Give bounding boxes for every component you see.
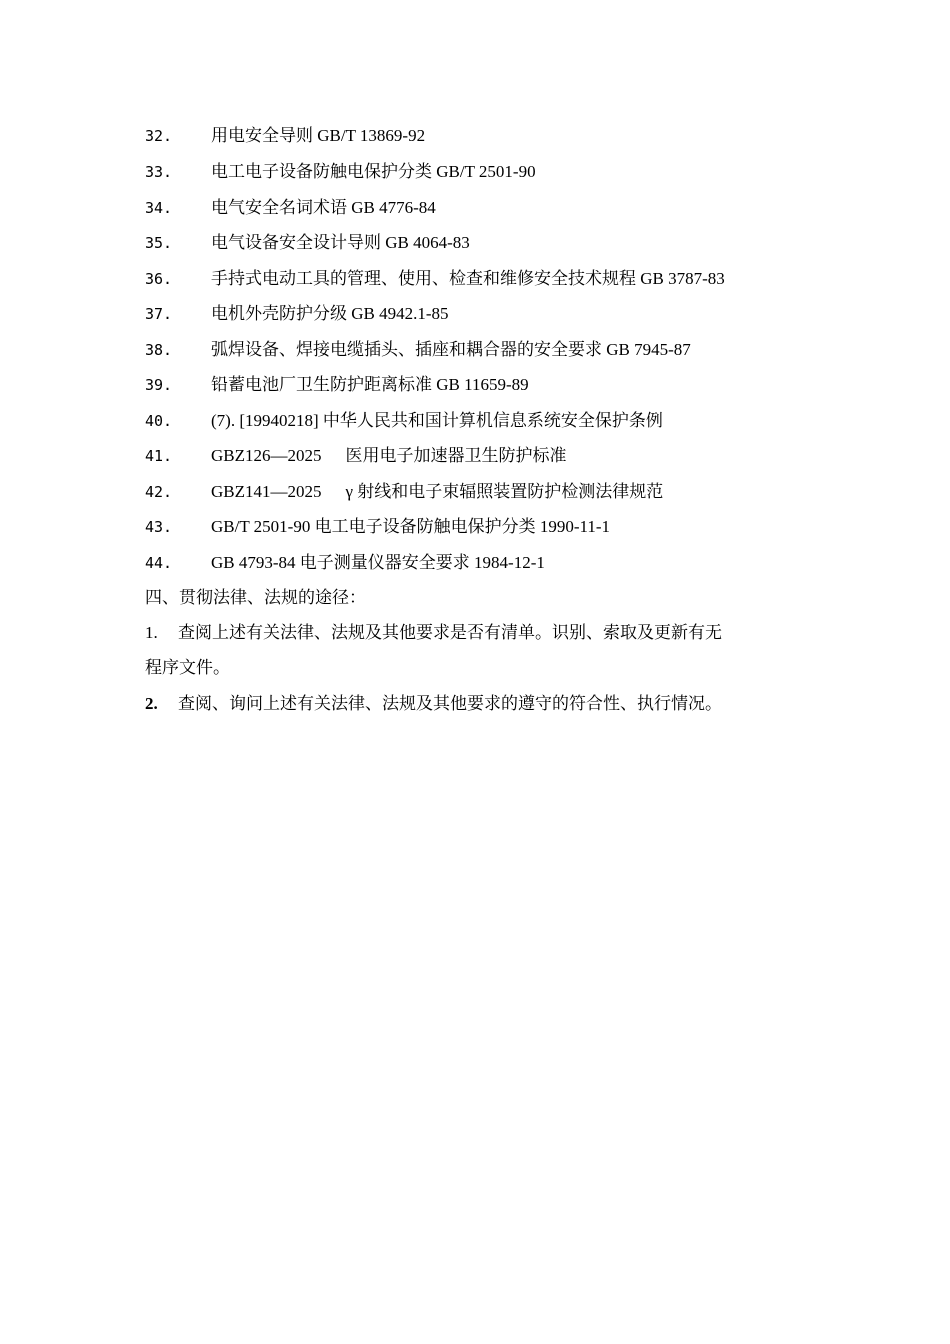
item-text: 手持式电动工具的管理、使用、检查和维修安全技术规程 GB 3787-83 bbox=[211, 269, 725, 288]
item-number: 33. bbox=[145, 163, 173, 181]
list-item bbox=[145, 444, 567, 468]
step-continuation: 程序文件。 bbox=[145, 658, 230, 677]
item-text: 电气安全名词术语 GB 4776-84 bbox=[211, 198, 436, 217]
item-number: 34. bbox=[145, 199, 173, 217]
item-number: 35. bbox=[145, 234, 173, 252]
list-item bbox=[145, 551, 545, 575]
list-item bbox=[145, 160, 536, 184]
list-item bbox=[145, 124, 425, 148]
item-number: 36. bbox=[145, 270, 173, 288]
list-item bbox=[145, 409, 663, 433]
step-text: 查阅、询问上述有关法律、法规及其他要求的遵守的符合性、执行情况。 bbox=[178, 694, 722, 713]
list-item bbox=[145, 267, 725, 291]
step-number: 1. bbox=[145, 623, 158, 642]
item-text: 铅蓄电池厂卫生防护距离标准 GB 11659-89 bbox=[211, 375, 529, 394]
item-text: 电气设备安全设计导则 GB 4064-83 bbox=[211, 233, 470, 252]
list-item bbox=[145, 373, 529, 397]
step-item bbox=[145, 692, 722, 716]
item-number: 32. bbox=[145, 127, 173, 145]
item-number: 42. bbox=[145, 483, 173, 501]
step-text: 查阅上述有关法律、法规及其他要求是否有清单。识别、索取及更新有无 bbox=[178, 623, 722, 642]
list-item bbox=[145, 480, 663, 504]
list-item bbox=[145, 196, 436, 220]
section-heading: 四、贯彻法律、法规的途径： bbox=[145, 588, 366, 607]
item-text: GB 4793-84 电子测量仪器安全要求 1984-12-1 bbox=[211, 553, 545, 572]
item-number: 40. bbox=[145, 412, 173, 430]
item-text: 弧焊设备、焊接电缆插头、插座和耦合器的安全要求 GB 7945-87 bbox=[211, 340, 691, 359]
item-text: 医用电子加速器卫生防护标准 bbox=[345, 446, 567, 465]
item-text: 电工电子设备防触电保护分类 GB/T 2501-90 bbox=[211, 162, 536, 181]
list-item bbox=[145, 338, 691, 362]
list-item bbox=[145, 302, 449, 326]
item-number: 43. bbox=[145, 518, 173, 536]
item-number: 44. bbox=[145, 554, 173, 572]
item-code: GBZ126—2025 bbox=[211, 446, 322, 465]
step-number: 2. bbox=[145, 694, 158, 713]
item-number: 38. bbox=[145, 341, 173, 359]
item-text: 用电安全导则 GB/T 13869-92 bbox=[211, 126, 426, 145]
item-number: 37. bbox=[145, 305, 173, 323]
item-text: GB/T 2501-90 电工电子设备防触电保护分类 1990-11-1 bbox=[211, 517, 611, 536]
step-item bbox=[145, 621, 722, 645]
item-number: 39. bbox=[145, 376, 173, 394]
item-text: 电机外壳防护分级 GB 4942.1-85 bbox=[211, 304, 449, 323]
list-item bbox=[145, 515, 610, 539]
list-item bbox=[145, 231, 470, 255]
item-code: GBZ141—2025 bbox=[211, 482, 322, 501]
item-number: 41. bbox=[145, 447, 173, 465]
item-text: (7). [19940218] 中华人民共和国计算机信息系统安全保护条例 bbox=[211, 411, 663, 430]
item-text: γ 射线和电子束辐照装置防护检测法律规范 bbox=[345, 482, 664, 501]
